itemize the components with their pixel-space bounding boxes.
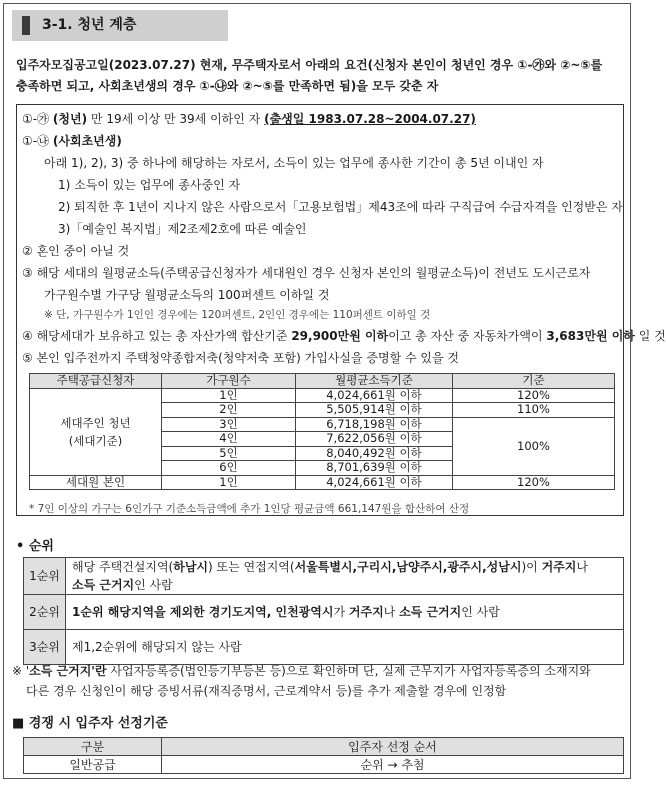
req-3-line-1: ③ 해당 세대의 월평균소득(주택공급신청자가 세대원인 경우 신청자 본인의 월평균소득)이 전년도 도시근로자 xyxy=(22,266,591,280)
table-cell: 120% xyxy=(453,388,615,403)
selection-heading: ■ 경쟁 시 입주자 선정기준 xyxy=(12,716,168,731)
section-title-box xyxy=(12,10,228,41)
rank-label: 1순위 xyxy=(24,558,66,595)
text-span: 거주지 xyxy=(541,560,577,574)
table-cell: 3인 xyxy=(162,417,296,432)
priority-table xyxy=(23,557,624,665)
req-1b-marker: ①-㉯ xyxy=(22,134,50,148)
requirements-box xyxy=(16,104,666,516)
table-row xyxy=(24,595,624,630)
rank-desc: 제1,2순위에 해당되지 않는 사람 xyxy=(66,630,624,665)
text-span: 소득 근거지 xyxy=(72,578,135,592)
text-span: 1순위 해당지역을 제외한 경기도지역, 인천광역시 xyxy=(72,605,334,619)
table-cell: 1인 xyxy=(162,388,296,403)
req-1b xyxy=(22,133,122,149)
req-2: ② 혼인 중이 아닐 것 xyxy=(22,244,130,258)
rank-desc xyxy=(66,595,624,630)
note-line-2: 다른 경우 신청인이 해당 증빙서류(재직증명서, 근로계약서 등)를 추가 제출할 경우에 인정함 xyxy=(26,684,507,698)
note-line-1 xyxy=(12,661,624,681)
req-1a-text: 만 19세 이상 만 39세 이하인 자 xyxy=(90,112,261,126)
income-group-label xyxy=(30,388,162,475)
intro-line-1: 입주자모집공고일(2023.07.27) 현재, 무주택자로서 아래의 요건(신청자 본인이 청년인 경우 ①-㉮와 ②~⑤를 xyxy=(16,58,603,72)
table-cell: 4,024,661원 이하 xyxy=(296,475,453,490)
income-table xyxy=(29,373,615,490)
text-span: 인 사람 xyxy=(134,578,173,592)
req-1a-period: (출생일 1983.07.28~2004.07.27) xyxy=(264,112,476,126)
req-1b-item-3: 3)「예술인 복지법」제2조제2호에 따른 예술인 xyxy=(58,222,307,236)
selection-table xyxy=(23,737,624,774)
text-span: 해당 주택건설지역( xyxy=(72,560,174,574)
table-cell: 세대원 본인 xyxy=(30,475,162,490)
table-cell: 8,701,639원 이하 xyxy=(296,461,453,476)
income-group-label-1: 세대주인 청년 xyxy=(60,415,131,430)
table-cell: 입주자 선정 순서 xyxy=(162,738,624,756)
req-4 xyxy=(22,328,666,344)
text-span: 하남시 xyxy=(173,560,209,574)
income-footnote: * 7인 이상의 가구는 6인가구 기준소득금액에 추가 1인당 평균금액 661,147원을 합산하여 산정 xyxy=(29,503,470,515)
text-span: 나 xyxy=(383,605,400,619)
income-header-income: 월평균소득기준 xyxy=(296,374,453,389)
table-cell: 4인 xyxy=(162,432,296,447)
income-table-header xyxy=(30,374,615,389)
req-3-line-2: 가구원수별 가구당 월평균소득의 100퍼센트 이하일 것 xyxy=(44,288,330,302)
text-span: 소득 근거지 xyxy=(399,605,462,619)
priority-heading: • 순위 xyxy=(16,539,54,554)
table-cell: 2인 xyxy=(162,403,296,418)
req-1a xyxy=(22,111,476,127)
text-span: 소득 근거지'란 xyxy=(29,664,107,678)
text-span: ) 또는 연접지역( xyxy=(208,560,295,574)
text-span: 인 사람 xyxy=(461,605,500,619)
table-cell: 구분 xyxy=(24,738,162,756)
rank-desc xyxy=(66,558,624,595)
table-cell: 순위 → 추첨 xyxy=(162,756,624,774)
intro-text xyxy=(16,55,624,97)
table-cell: 100% xyxy=(453,417,615,475)
table-row xyxy=(24,756,624,774)
table-cell: 120% xyxy=(453,475,615,490)
text-span: )이 xyxy=(521,560,542,574)
income-header-ratio: 기준 xyxy=(453,374,615,389)
table-cell: 5인 xyxy=(162,446,296,461)
text-span: ※ ' xyxy=(12,664,30,678)
income-base-note xyxy=(12,661,624,701)
text-span: 거주지 xyxy=(348,605,384,619)
req-4-asset-limit: 29,900만원 이하 xyxy=(291,329,389,343)
table-row xyxy=(24,738,624,756)
section-title: 3-1. 청년 계층 xyxy=(42,17,137,33)
req-1b-item-1: 1) 소득이 있는 업무에 종사중인 자 xyxy=(58,178,241,192)
text-span: 나 xyxy=(576,560,588,574)
req-1a-label: (청년) xyxy=(52,112,88,126)
table-row xyxy=(30,475,615,490)
table-row xyxy=(30,388,615,403)
income-group-label-2: (세대기준) xyxy=(68,433,123,448)
document-page xyxy=(3,3,666,779)
req-1b-item-2: 2) 퇴직한 후 1년이 지나지 않은 사람으로서「고용보험법」제43조에 따라 구직급여 수급자격을 인정받은 자 xyxy=(58,200,623,214)
req-1a-marker: ①-㉮ xyxy=(22,112,50,126)
table-cell: 7,622,056원 이하 xyxy=(296,432,453,447)
rank-1-line-1 xyxy=(72,558,617,576)
text-span: 서울특별시,구리시,남양주시,광주시,성남시 xyxy=(294,560,522,574)
table-row xyxy=(24,558,624,595)
table-cell: 6인 xyxy=(162,461,296,476)
income-header-applicant: 주택공급신청자 xyxy=(30,374,162,389)
req-1b-label: (사회초년생) xyxy=(52,134,122,148)
table-cell: 8,040,492원 이하 xyxy=(296,446,453,461)
req-3-note: ※ 단, 가구원수가 1인인 경우에는 120퍼센트, 2인인 경우에는 110퍼센트 이하일 것 xyxy=(44,309,431,321)
req-4-pre: ④ 해당세대가 보유하고 있는 총 자산가액 합산기준 xyxy=(22,329,288,343)
rank-1-line-2 xyxy=(72,576,617,594)
table-row xyxy=(24,630,624,665)
req-4-post: 일 것 xyxy=(638,329,666,343)
text-span: 사업자등록증(법인등기부등본 등)으로 확인하며 단, 실제 근무지가 사업자등록증의 소재지와 xyxy=(106,664,591,678)
table-cell: 1인 xyxy=(162,475,296,490)
table-cell: 일반공급 xyxy=(24,756,162,774)
table-cell: 6,718,198원 이하 xyxy=(296,417,453,432)
req-4-mid: 이고 총 자산 중 자동차가액이 xyxy=(388,329,543,343)
req-4-car-limit: 3,683만원 이하 xyxy=(546,329,635,343)
text-span: 가 xyxy=(333,605,349,619)
income-header-members: 가구원수 xyxy=(162,374,296,389)
table-cell: 110% xyxy=(453,403,615,418)
table-cell: 5,505,914원 이하 xyxy=(296,403,453,418)
req-5: ⑤ 본인 입주전까지 주택청약종합저축(청약저축 포함) 가입사실을 증명할 수 있을 것 xyxy=(22,351,459,365)
rank-label: 2순위 xyxy=(24,595,66,630)
section-title-bar xyxy=(22,16,30,35)
table-cell: 4,024,661원 이하 xyxy=(296,388,453,403)
rank-label: 3순위 xyxy=(24,630,66,665)
intro-line-2: 충족하면 되고, 사회초년생의 경우 ①-㉯와 ②~⑤를 만족하면 됨)을 모두 갖춘 자 xyxy=(16,79,439,93)
req-1b-desc: 아래 1), 2), 3) 중 하나에 해당하는 자로서, 소득이 있는 업무에 종사한 기간이 총 5년 이내인 자 xyxy=(44,156,544,170)
